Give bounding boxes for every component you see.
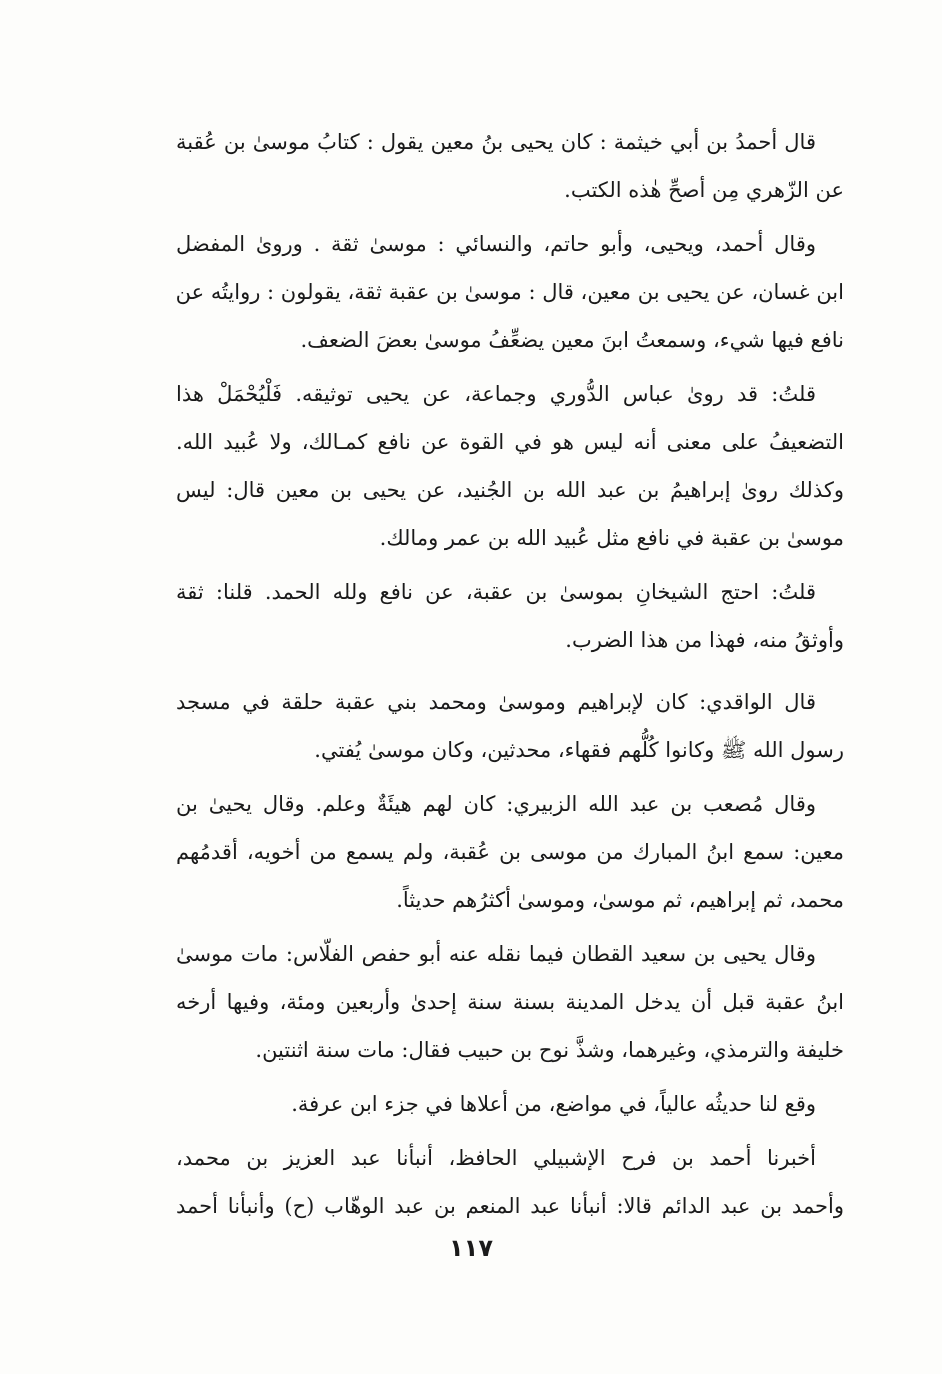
- text-line: قلتُ: احتج الشيخانِ بموسىٰ بن عقبة، عن نافع ولله الحمد. قلنا: ثقة: [176, 580, 816, 604]
- text-line: خليفة والترمذي، وغيرهما، وشذَّ نوح بن حبيب فقال: مات سنة اثنتين.: [255, 1038, 844, 1062]
- page-text: [176, 118, 844, 1230]
- text-line: نافع فيها شيء، وسمعتُ ابنَ معين يضعِّفُ موسىٰ بعضَ الضعف.: [300, 328, 844, 352]
- paragraph: [176, 678, 844, 774]
- text-line: وقع لنا حديثُه عالياً، في مواضع، من أعلاها في جزء ابن عرفة.: [291, 1092, 816, 1116]
- paragraph: [176, 118, 844, 214]
- paragraph: [176, 220, 844, 364]
- text-line: وأحمد بن عبد الدائم قالا: أنبأنا عبد المنعم بن عبد الوهّاب (ح) وأنبأنا أحمد: [176, 1194, 844, 1218]
- paragraph: [176, 370, 844, 562]
- text-line: وأوثقُ منه، فهذا من هذا الضرب.: [565, 628, 844, 652]
- paragraph: [176, 1134, 844, 1230]
- text-line: معين: سمع ابنُ المبارك من موسى بن عُقبة، ولم يسمع من أخويه، أقدمُهم: [176, 840, 844, 864]
- text-line: وقال مُصعب بن عبد الله الزبيري: كان لهم هيئَةٌ وعلم. وقال يحيىٰ بن: [176, 792, 816, 816]
- paragraph: [176, 1080, 844, 1128]
- text-line: قال أحمدُ بن أبي خيثمة : كان يحيى بنُ معين يقول : كتابُ موسىٰ بن عُقبة: [176, 130, 816, 154]
- text-line: التضعيفُ على معنى أنه ليس هو في القوة عن نافع كمـالك، ولا عُبيد الله.: [176, 430, 844, 454]
- text-line: قال الواقدي: كان لإبراهيم وموسىٰ ومحمد بني عقبة حلقة في مسجد: [176, 690, 816, 714]
- text-line: ابن غسان، عن يحيى بن معين، قال : موسىٰ بن عقبة ثقة، يقولون : روايتُه عن: [176, 280, 844, 304]
- text-line: محمد، ثم إبراهيم، ثم موسىٰ، وموسىٰ أكثرُهم حديثاً.: [396, 888, 844, 912]
- paragraph: [176, 930, 844, 1074]
- text-line: عن الزّهري مِن أصحِّ هٰذه الكتب.: [564, 178, 844, 202]
- page-number: ١١٧: [449, 1234, 493, 1262]
- text-line: ابنُ عقبة قبل أن يدخل المدينة بسنة سنة إحدىٰ وأربعين ومئة، وفيها أرخه: [176, 990, 844, 1014]
- text-line: رسول الله ﷺ وكانوا كُلُّهم فقهاء، محدثين، وكان موسىٰ يُفتي.: [314, 738, 844, 762]
- text-line: قلتُ: قد روىٰ عباس الدُّوري وجماعة، عن يحيى توثيقه. فَلْيُحْمَلْ هذا: [176, 382, 816, 406]
- paragraph: [176, 568, 844, 664]
- paragraph: [176, 780, 844, 924]
- text-line: وكذلك روىٰ إبراهيمُ بن عبد الله بن الجُنيد، عن يحيى بن معين قال: ليس: [176, 478, 844, 502]
- text-line: موسىٰ بن عقبة في نافع مثل عُبيد الله بن عمر ومالك.: [379, 526, 844, 550]
- text-line: أخبرنا أحمد بن فرح الإشبيلي الحافظ، أنبأنا عبد العزيز بن محمد،: [176, 1146, 816, 1170]
- text-line: وقال يحيى بن سعيد القطان فيما نقله عنه أبو حفص الفلّاس: مات موسىٰ: [176, 942, 816, 966]
- text-line: وقال أحمد، ويحيى، وأبو حاتم، والنسائي : موسىٰ ثقة . وروىٰ المفضل: [176, 232, 816, 256]
